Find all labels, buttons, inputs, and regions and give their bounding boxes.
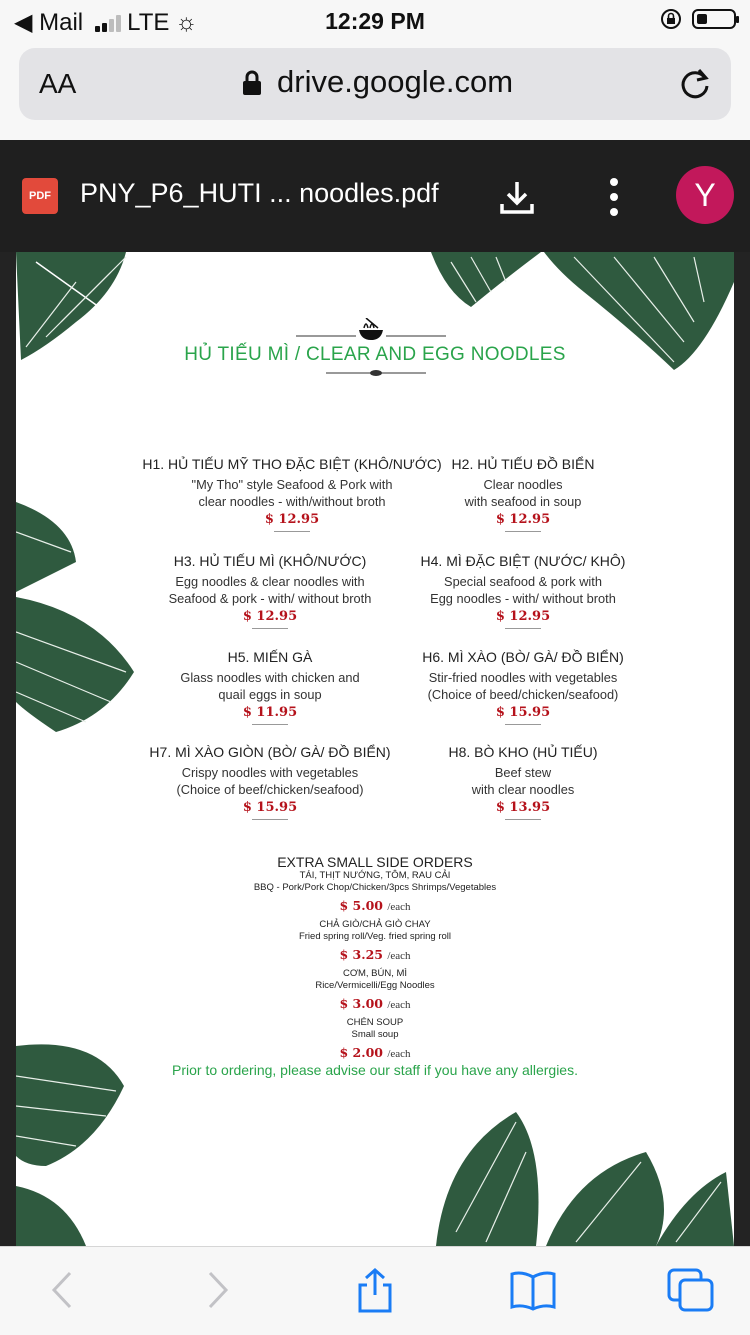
divider bbox=[252, 628, 288, 629]
decorative-leaf-bottomright bbox=[426, 1112, 734, 1246]
menu-item-name: H5. MIẾN GÀ bbox=[227, 649, 313, 665]
back-app-label: Mail bbox=[39, 9, 84, 36]
menu-item-desc-line2: clear noodles - with/without broth bbox=[198, 494, 386, 509]
menu-item-price: $ 11.95 bbox=[242, 705, 298, 720]
lock-icon bbox=[241, 70, 263, 96]
bookmarks-icon[interactable] bbox=[508, 1267, 558, 1313]
pdf-file-icon: PDF bbox=[22, 178, 58, 214]
forward-icon[interactable] bbox=[194, 1267, 240, 1313]
menu-item-price: $ 15.95 bbox=[495, 705, 551, 720]
extra-group-en: BBQ - Pork/Pork Chop/Chicken/3pcs Shrimps/Vegetables bbox=[253, 882, 497, 893]
divider bbox=[505, 819, 541, 820]
menu-item-name: H3. HỦ TIẾU MÌ (KHÔ/NƯỚC) bbox=[173, 553, 367, 569]
share-icon[interactable] bbox=[352, 1267, 398, 1313]
noodle-bowl-icon bbox=[296, 318, 446, 342]
address-bar[interactable] bbox=[19, 48, 731, 120]
menu-item-desc-line2: Egg noodles - with/ without broth bbox=[430, 591, 616, 606]
menu-item-desc-line1: Beef stew bbox=[494, 765, 552, 780]
more-options-icon[interactable] bbox=[604, 176, 624, 218]
menu-item-name: H2. HỦ TIẾU ĐỒ BIỂN bbox=[451, 456, 595, 472]
menu-item-desc-line1: Stir-fried noodles with vegetables bbox=[428, 670, 618, 685]
battery-icon bbox=[692, 9, 736, 29]
menu-item-desc-line1: Clear noodles bbox=[483, 477, 563, 492]
divider bbox=[505, 628, 541, 629]
divider bbox=[252, 819, 288, 820]
divider bbox=[274, 531, 310, 532]
menu-item-h4 bbox=[363, 553, 683, 629]
menu-section-title: HỦ TIẾU MÌ / CLEAR AND EGG NOODLES bbox=[184, 344, 566, 365]
extra-group-vn: TÁI, THỊT NƯỚNG, TÔM, RAU CẢI bbox=[299, 870, 451, 881]
divider bbox=[505, 724, 541, 725]
divider bbox=[505, 531, 541, 532]
pdf-viewport[interactable] bbox=[0, 252, 750, 1246]
menu-item-desc-line2: (Choice of beef/chicken/seafood) bbox=[176, 782, 364, 797]
clock: 12:29 PM bbox=[325, 8, 425, 34]
back-icon[interactable] bbox=[40, 1267, 86, 1313]
menu-item-desc-line2: with clear noodles bbox=[471, 782, 575, 797]
menu-item-desc-line1: Glass noodles with chicken and bbox=[180, 670, 360, 685]
menu-item-price: $ 12.95 bbox=[242, 609, 298, 624]
extra-group-en: Fried spring roll/Veg. fried spring roll bbox=[298, 931, 452, 942]
menu-item-name: H8. BÒ KHO (HỦ TIẾU) bbox=[448, 744, 598, 760]
loading-spinner-icon: ☼ bbox=[175, 8, 198, 36]
menu-item-desc-line2: Seafood & pork - with/ without broth bbox=[168, 591, 372, 606]
extra-group-vn: CƠM, BÚN, MÌ bbox=[342, 968, 408, 979]
extra-group-en: Small soup bbox=[351, 1029, 399, 1040]
url-text[interactable]: drive.google.com bbox=[277, 64, 514, 99]
menu-item-h6 bbox=[363, 649, 683, 725]
menu-item-price: $ 12.95 bbox=[495, 609, 551, 624]
extra-side-orders bbox=[16, 854, 734, 1066]
title-ornament bbox=[326, 368, 426, 378]
extra-group-price: $ 3.25 /each bbox=[339, 947, 411, 962]
menu-item-name: H1. HỦ TIẾU MỸ THO ĐẶC BIỆT (KHÔ/NƯỚC) bbox=[142, 456, 442, 472]
download-icon[interactable] bbox=[498, 178, 536, 216]
status-right bbox=[660, 8, 736, 30]
menu-item-desc-line1: Crispy noodles with vegetables bbox=[181, 765, 359, 780]
menu-item-desc-line2: quail eggs in soup bbox=[218, 687, 322, 702]
menu-item-desc-line1: Egg noodles & clear noodles with bbox=[175, 574, 365, 589]
menu-item-desc-line2: with seafood in soup bbox=[464, 494, 582, 509]
reload-icon[interactable] bbox=[677, 66, 713, 102]
menu-item-price: $ 15.95 bbox=[242, 800, 298, 815]
status-bar bbox=[0, 0, 750, 42]
menu-item-price: $ 12.95 bbox=[495, 512, 551, 527]
network-label: LTE bbox=[127, 8, 170, 36]
back-to-mail-link[interactable]: ◀ Mail bbox=[14, 9, 84, 36]
pdf-filename: PNY_P6_HUTI ... noodles.pdf bbox=[80, 178, 439, 208]
menu-item-desc-line1: "My Tho" style Seafood & Pork with bbox=[191, 477, 393, 492]
menu-item-desc-line1: Special seafood & pork with bbox=[444, 574, 602, 589]
menu-item-desc-line2: (Choice of beed/chicken/seafood) bbox=[427, 687, 619, 702]
extra-group-price: $ 3.00 /each bbox=[339, 996, 411, 1011]
extra-group-vn: CHẢ GIÒ/CHẢ GIÒ CHAY bbox=[319, 919, 431, 930]
extra-group-price: $ 2.00 /each bbox=[339, 1045, 411, 1060]
pdf-viewer-header bbox=[0, 140, 750, 252]
extra-group-vn: CHÉN SOUP bbox=[346, 1017, 404, 1028]
extra-group-en: Rice/Vermicelli/Egg Noodles bbox=[315, 980, 435, 991]
divider bbox=[252, 724, 288, 725]
menu-item-h8 bbox=[363, 744, 683, 820]
browser-toolbar bbox=[0, 1246, 750, 1335]
decorative-leaf-topcenter bbox=[431, 252, 541, 312]
text-size-button[interactable]: AA bbox=[39, 68, 77, 99]
menu-item-price: $ 12.95 bbox=[264, 512, 320, 527]
pdf-page bbox=[16, 252, 734, 1246]
menu-item-name: H7. MÌ XÀO GIÒN (BÒ/ GÀ/ ĐỒ BIỂN) bbox=[149, 744, 391, 760]
menu-item-name: H4. MÌ ĐẶC BIỆT (NƯỚC/ KHÔ) bbox=[420, 553, 626, 569]
address-bar-area bbox=[0, 42, 750, 140]
menu-item-name: H6. MÌ XÀO (BÒ/ GÀ/ ĐỒ BIỂN) bbox=[422, 649, 624, 665]
menu-item-h2 bbox=[363, 456, 683, 532]
allergy-note: Prior to ordering, please advise our staff if you have any allergies. bbox=[172, 1062, 578, 1078]
menu-item-price: $ 13.95 bbox=[495, 800, 551, 815]
extras-heading: EXTRA SMALL SIDE ORDERS bbox=[277, 854, 473, 870]
account-avatar[interactable]: Y bbox=[676, 166, 734, 224]
extra-group-price: $ 5.00 /each bbox=[339, 898, 411, 913]
orientation-lock-icon bbox=[660, 8, 682, 30]
tabs-icon[interactable] bbox=[666, 1267, 716, 1313]
